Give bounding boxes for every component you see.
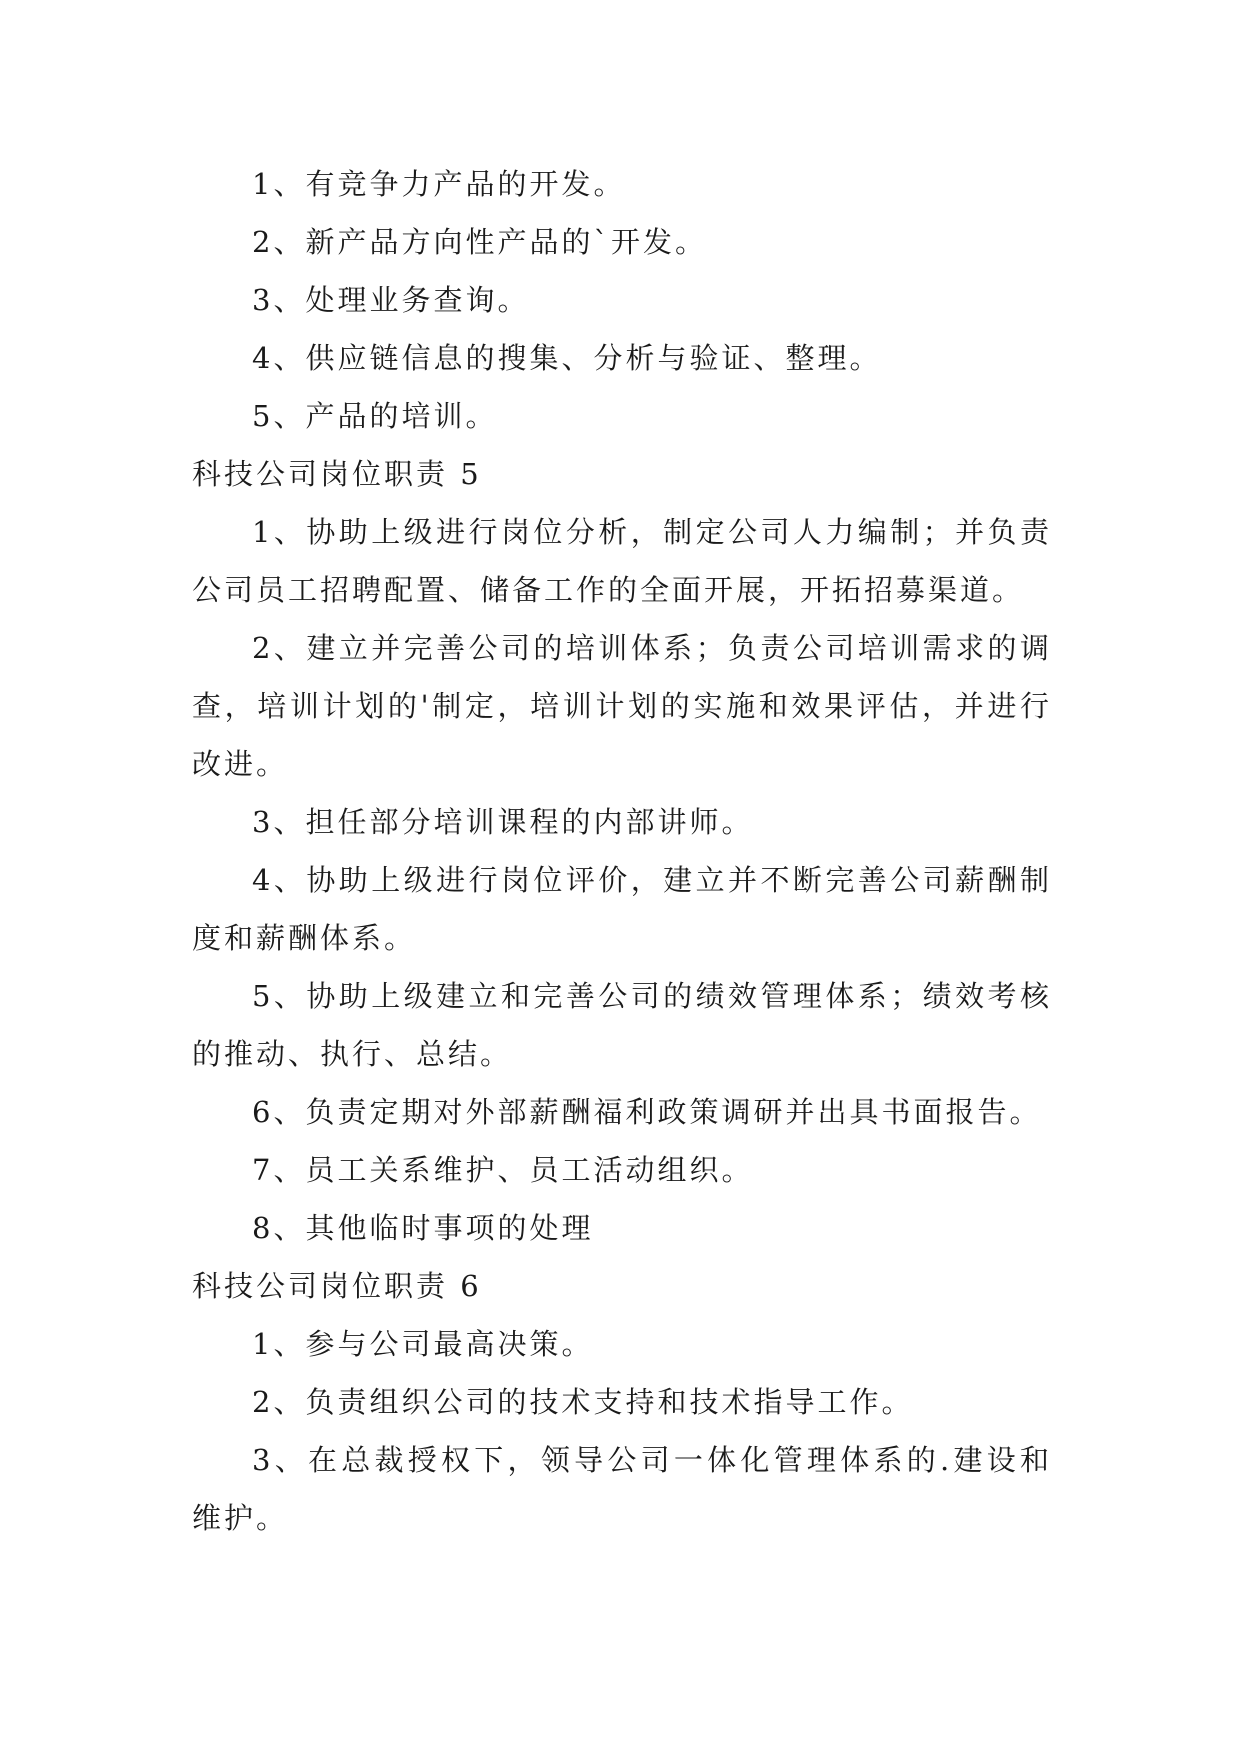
list-item: 5、协助上级建立和完善公司的绩效管理体系；绩效考核的推动、执行、总结。 bbox=[192, 979, 1052, 1071]
list-item: 6、负责定期对外部薪酬福利政策调研并出具书面报告。 bbox=[252, 1095, 1042, 1129]
list-item: 2、建立并完善公司的培训体系；负责公司培训需求的调查，培训计划的'制定，培训计划的实施和效果评估，并进行改进。 bbox=[192, 631, 1052, 781]
list-item: 3、在总裁授权下，领导公司一体化管理体系的.建设和维护。 bbox=[192, 1443, 1052, 1535]
list-item: 2、负责组织公司的技术支持和技术指导工作。 bbox=[252, 1385, 914, 1419]
list-item: 3、担任部分培训课程的内部讲师。 bbox=[252, 805, 754, 839]
list-item: 4、供应链信息的搜集、分析与验证、整理。 bbox=[252, 341, 882, 375]
list-item: 5、产品的培训。 bbox=[252, 399, 498, 433]
list-item: 1、参与公司最高决策。 bbox=[252, 1327, 594, 1361]
list-item: 4、协助上级进行岗位评价，建立并不断完善公司薪酬制度和薪酬体系。 bbox=[192, 863, 1052, 955]
list-item: 8、其他临时事项的处理 bbox=[252, 1211, 594, 1245]
section-heading: 科技公司岗位职责 5 bbox=[192, 457, 482, 491]
list-item: 7、员工关系维护、员工活动组织。 bbox=[252, 1153, 754, 1187]
list-item: 2、新产品方向性产品的`开发。 bbox=[252, 225, 707, 259]
document-page bbox=[192, 155, 1052, 1547]
section-heading: 科技公司岗位职责 6 bbox=[192, 1269, 482, 1303]
list-item: 3、处理业务查询。 bbox=[252, 283, 530, 317]
list-item: 1、有竞争力产品的开发。 bbox=[252, 167, 626, 201]
list-item: 1、协助上级进行岗位分析，制定公司人力编制；并负责公司员工招聘配置、储备工作的全面开展，开拓招募渠道。 bbox=[192, 515, 1052, 607]
